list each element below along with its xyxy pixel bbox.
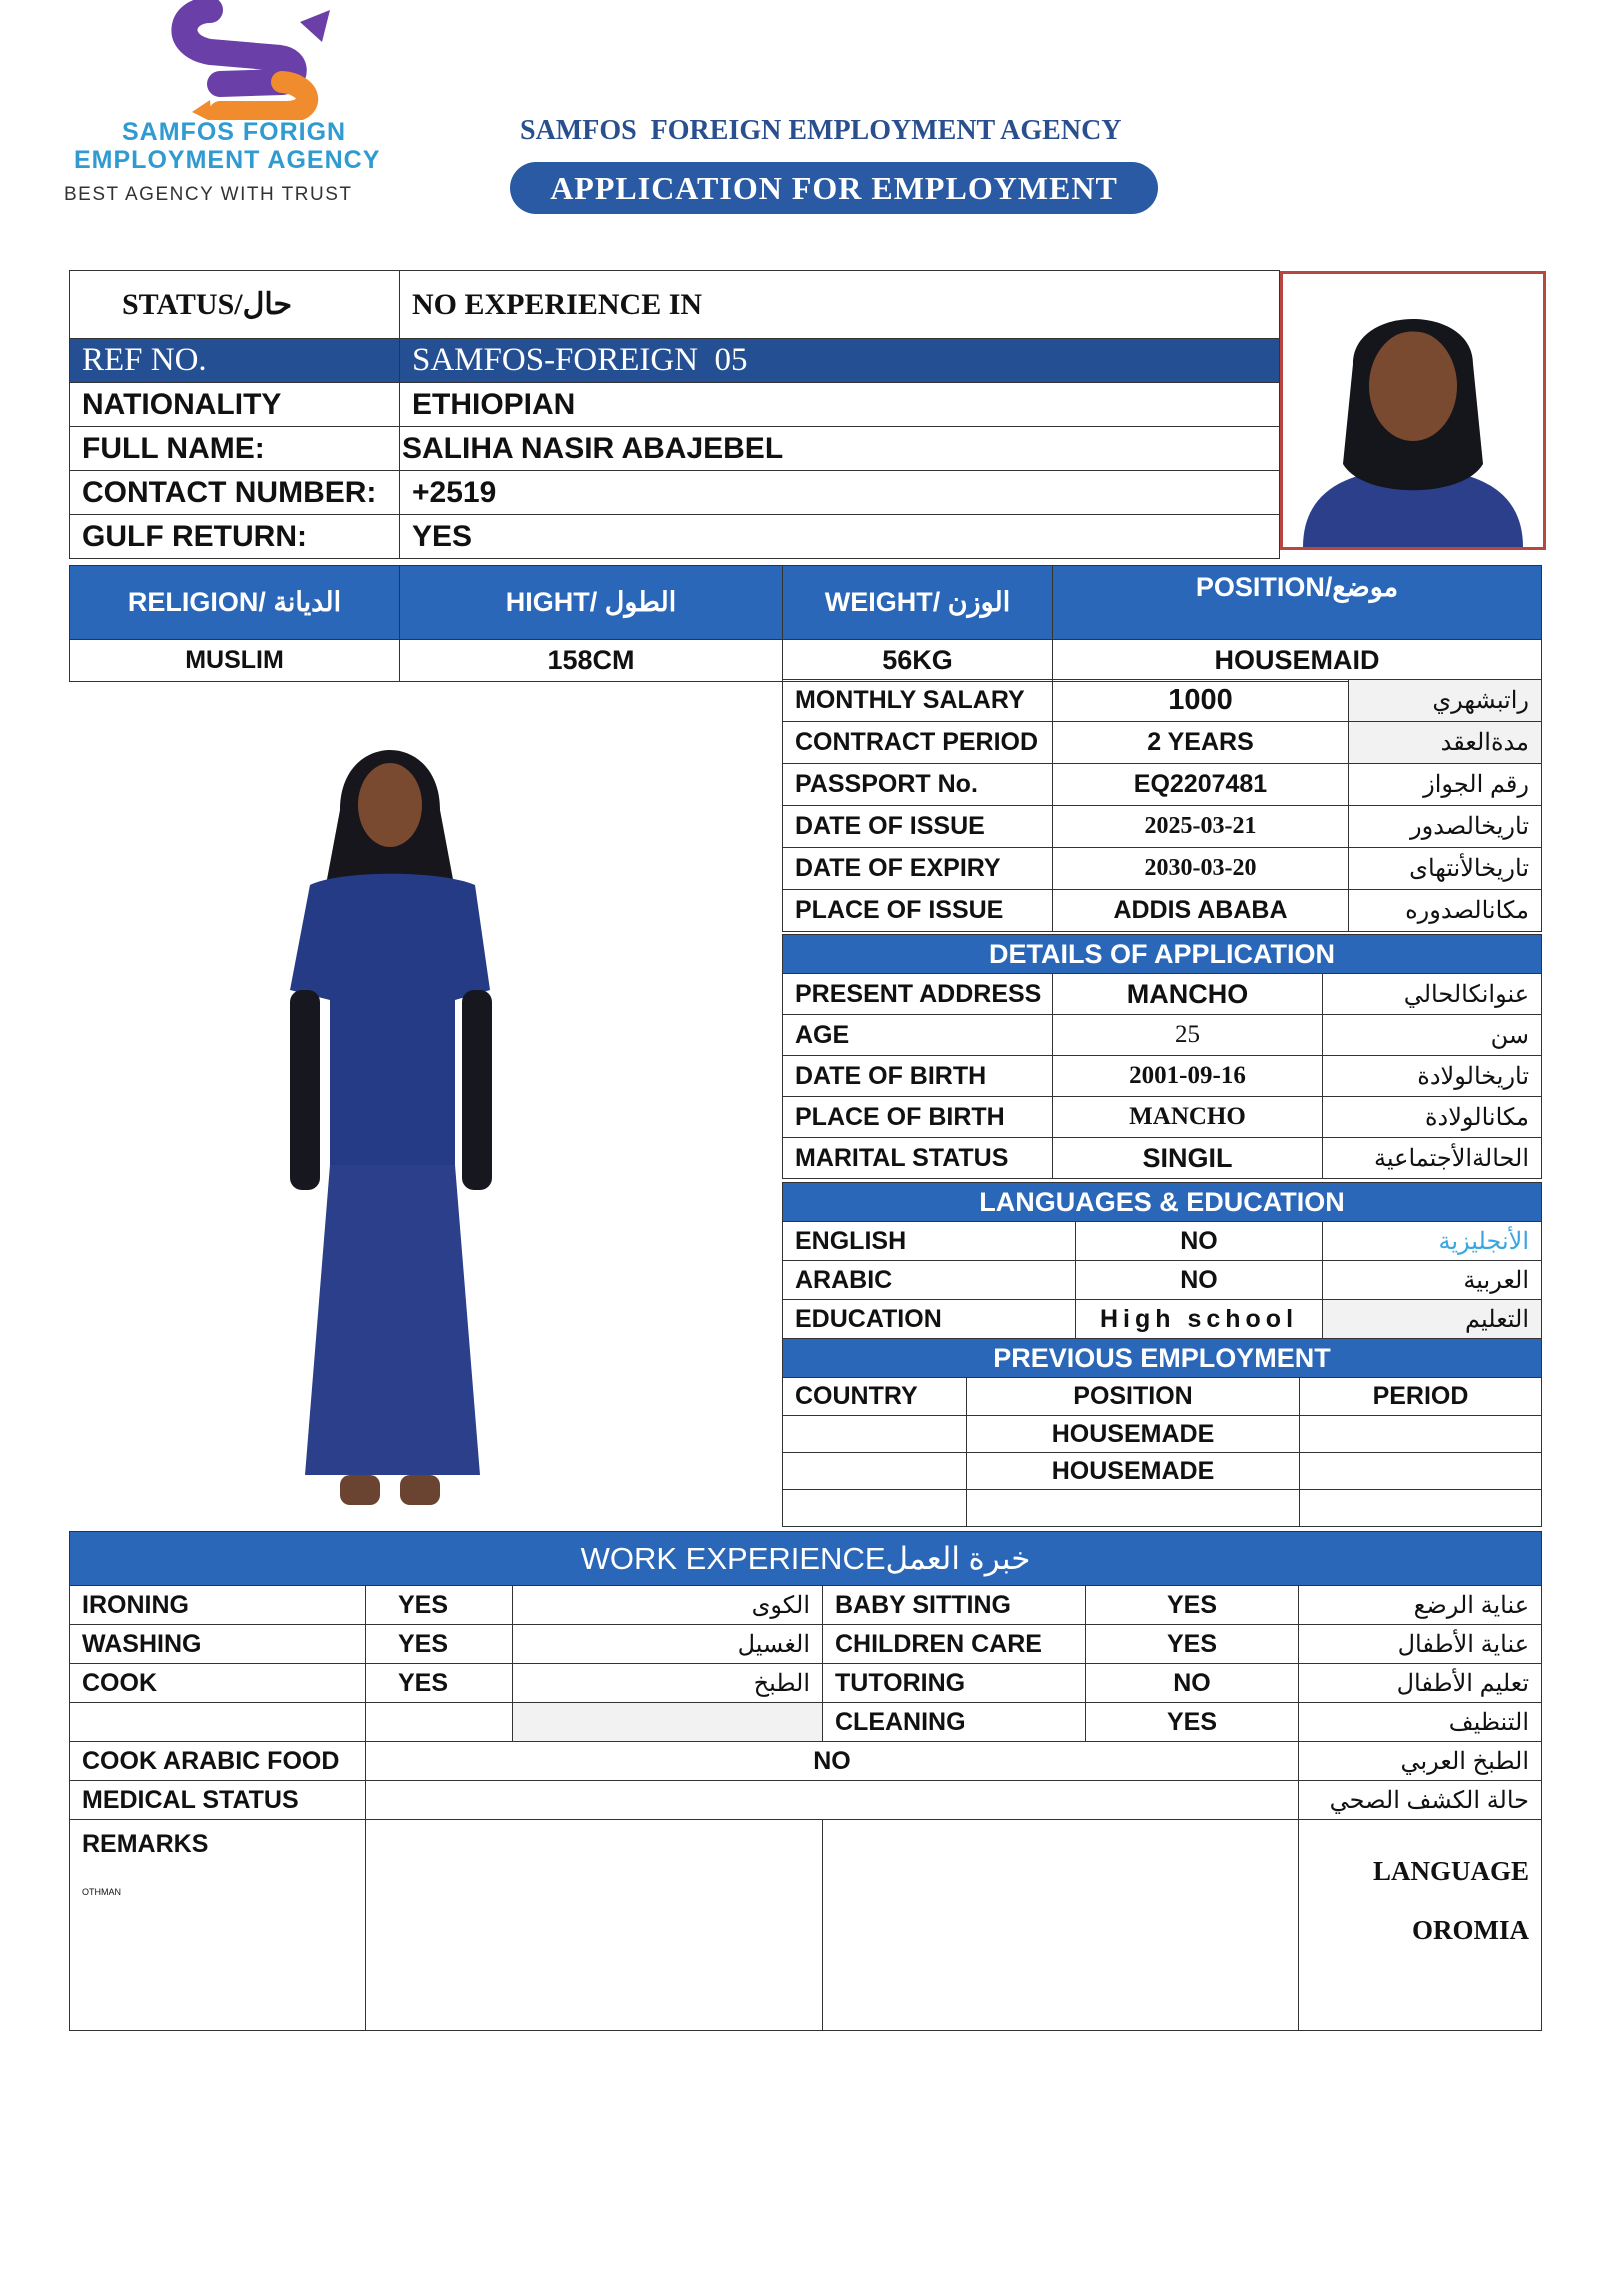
skill-label: TUTORING [823, 1664, 1086, 1703]
details-value: 2001-09-16 [1053, 1056, 1323, 1097]
details-arabic-label: سن [1323, 1015, 1542, 1056]
skill-label: CHILDREN CARE [823, 1625, 1086, 1664]
previous-position: HOUSEMADE [967, 1453, 1300, 1490]
previous-period [1300, 1490, 1542, 1527]
language-row [783, 1300, 1542, 1339]
contract-label: DATE OF ISSUE [783, 806, 1053, 848]
remarks-box-2 [823, 1820, 1299, 2031]
previous-employment-row [783, 1453, 1542, 1490]
application-title: APPLICATION FOR EMPLOYMENT [550, 170, 1118, 206]
previous-country [783, 1453, 967, 1490]
contract-label: PASSPORT No. [783, 764, 1053, 806]
contract-row [783, 764, 1542, 806]
language-row [783, 1261, 1542, 1300]
height-header: HIGHT/ الطول [400, 566, 783, 640]
religion-value: MUSLIM [70, 640, 400, 682]
contract-value: 2030-03-20 [1053, 848, 1349, 890]
details-row [783, 974, 1542, 1015]
ref-value: SAMFOS-FOREIGN 05 [400, 339, 1280, 383]
contract-value: 2025-03-21 [1053, 806, 1349, 848]
logo-tagline: BEST AGENCY WITH TRUST [64, 184, 353, 205]
applicant-portrait-photo [1280, 271, 1546, 550]
logo-line2: EMPLOYMENT AGENCY [74, 146, 381, 174]
personal-info-table [69, 270, 1280, 559]
contract-arabic-label: مكانالصدوره [1349, 890, 1542, 932]
details-table [782, 934, 1542, 1179]
ref-label: REF NO. [70, 339, 400, 383]
contract-label: DATE OF EXPIRY [783, 848, 1053, 890]
contract-label: MONTHLY SALARY [783, 680, 1053, 722]
remarks-box-1 [366, 1820, 823, 2031]
skill-value: YES [1086, 1625, 1299, 1664]
details-label: PRESENT ADDRESS [783, 974, 1053, 1015]
gulf-return-value: YES [400, 515, 1280, 559]
skill-arabic-label: الطبخ [513, 1664, 823, 1703]
arabic-food-label: COOK ARABIC FOOD [70, 1742, 366, 1781]
details-arabic-label: مكانالولادة [1323, 1097, 1542, 1138]
position-header: POSITION/موضع [1053, 566, 1542, 640]
previous-position: HOUSEMADE [967, 1416, 1300, 1453]
details-value: SINGIL [1053, 1138, 1323, 1179]
language-value: High school [1076, 1300, 1323, 1339]
contract-value: 1000 [1053, 680, 1349, 722]
remarks-cell [70, 1820, 366, 2031]
details-value: MANCHO [1053, 974, 1323, 1015]
details-row [783, 1097, 1542, 1138]
language-value: OROMIA [1412, 1915, 1530, 1945]
contract-value: EQ2207481 [1053, 764, 1349, 806]
previous-position-header: POSITION [967, 1378, 1300, 1416]
contract-arabic-label: راتبشهري [1349, 680, 1542, 722]
skill-label [70, 1703, 366, 1742]
language-arabic-label: التعليم [1323, 1300, 1542, 1339]
applicant-full-body-photo [250, 720, 540, 1520]
contract-row [783, 680, 1542, 722]
arabic-food-value: NO [366, 1742, 1299, 1781]
contract-row [783, 890, 1542, 932]
details-label: AGE [783, 1015, 1053, 1056]
previous-country-header: COUNTRY [783, 1378, 967, 1416]
attributes-table [69, 565, 1542, 682]
contact-label: CONTACT NUMBER: [70, 471, 400, 515]
status-value: NO EXPERIENCE IN [400, 271, 1280, 339]
details-value: 25 [1053, 1015, 1323, 1056]
previous-period-header: PERIOD [1300, 1378, 1542, 1416]
medical-status-value [366, 1781, 1299, 1820]
details-row [783, 1138, 1542, 1179]
language-arabic-label: الأنجليزية [1323, 1222, 1542, 1261]
contract-label: CONTRACT PERIOD [783, 722, 1053, 764]
skill-arabic-label: عناية الرضع [1299, 1586, 1542, 1625]
language-label: EDUCATION [783, 1300, 1076, 1339]
previous-period [1300, 1453, 1542, 1490]
remarks-note: OTHMAN [82, 1887, 121, 1897]
skill-label: COOK [70, 1664, 366, 1703]
skill-value: YES [366, 1586, 513, 1625]
language-arabic-label: العربية [1323, 1261, 1542, 1300]
work-skill-row [70, 1703, 1542, 1742]
previous-country [783, 1416, 967, 1453]
weight-value: 56KG [783, 640, 1053, 682]
skill-arabic-label: الكوى [513, 1586, 823, 1625]
details-arabic-label: الحالةالأجتماعية [1323, 1138, 1542, 1179]
gulf-return-label: GULF RETURN: [70, 515, 400, 559]
fullname-label: FULL NAME: [70, 427, 400, 471]
contract-value: ADDIS ABABA [1053, 890, 1349, 932]
remarks-label: REMARKS [82, 1830, 209, 1858]
contact-value: +2519 [400, 471, 1280, 515]
language-note-cell [1299, 1820, 1542, 2031]
skill-label: CLEANING [823, 1703, 1086, 1742]
details-label: PLACE OF BIRTH [783, 1097, 1053, 1138]
previous-country [783, 1490, 967, 1527]
contract-value: 2 YEARS [1053, 722, 1349, 764]
agency-name: SAMFOS FOREIGN EMPLOYMENT AGENCY [520, 115, 1122, 146]
details-value: MANCHO [1053, 1097, 1323, 1138]
nationality-label: NATIONALITY [70, 383, 400, 427]
skill-value: YES [1086, 1703, 1299, 1742]
details-section-title: DETAILS OF APPLICATION [783, 935, 1542, 974]
nationality-value: ETHIOPIAN [400, 383, 1280, 427]
previous-section-title: PREVIOUS EMPLOYMENT [783, 1339, 1542, 1378]
skill-label: WASHING [70, 1625, 366, 1664]
skill-label: IRONING [70, 1586, 366, 1625]
contract-table [782, 679, 1542, 932]
skill-value: YES [366, 1664, 513, 1703]
application-title-banner [510, 162, 1158, 214]
work-experience-table [69, 1531, 1542, 2031]
details-arabic-label: عنوانكالحالي [1323, 974, 1542, 1015]
languages-section-title: LANGUAGES & EDUCATION [783, 1183, 1542, 1222]
language-value: NO [1076, 1261, 1323, 1300]
skill-value: YES [366, 1625, 513, 1664]
work-skill-row [70, 1664, 1542, 1703]
details-row [783, 1056, 1542, 1097]
logo-line1: SAMFOS FORIGN [122, 118, 347, 146]
contract-arabic-label: تاريخالأنتهاى [1349, 848, 1542, 890]
previous-employment-row [783, 1416, 1542, 1453]
language-label: LANGUAGE [1373, 1856, 1530, 1886]
language-label: ARABIC [783, 1261, 1076, 1300]
status-label: STATUS/حال [70, 271, 400, 339]
language-row [783, 1222, 1542, 1261]
medical-status-ar: حالة الكشف الصحي [1299, 1781, 1542, 1820]
previous-employment-row [783, 1490, 1542, 1527]
weight-header: WEIGHT/ الوزن [783, 566, 1053, 640]
fullname-value: SALIHA NASIR ABAJEBEL [400, 427, 1280, 471]
skill-value [366, 1703, 513, 1742]
contract-row [783, 848, 1542, 890]
work-skill-row [70, 1625, 1542, 1664]
details-label: MARITAL STATUS [783, 1138, 1053, 1179]
work-section-title: WORK EXPERIENCEخبرة العمل [70, 1532, 1542, 1586]
details-arabic-label: تاريخالولادة [1323, 1056, 1542, 1097]
contract-row [783, 722, 1542, 764]
contract-arabic-label: مدةالعقد [1349, 722, 1542, 764]
skill-arabic-label [513, 1703, 823, 1742]
skill-arabic-label: التنظيف [1299, 1703, 1542, 1742]
previous-position [967, 1490, 1300, 1527]
medical-status-label: MEDICAL STATUS [70, 1781, 366, 1820]
skill-arabic-label: الغسيل [513, 1625, 823, 1664]
details-row [783, 1015, 1542, 1056]
height-value: 158CM [400, 640, 783, 682]
skill-label: BABY SITTING [823, 1586, 1086, 1625]
skill-value: YES [1086, 1586, 1299, 1625]
language-value: NO [1076, 1222, 1323, 1261]
contract-row [783, 806, 1542, 848]
contract-label: PLACE OF ISSUE [783, 890, 1053, 932]
skill-value: NO [1086, 1664, 1299, 1703]
skill-arabic-label: عناية الأطفال [1299, 1625, 1542, 1664]
details-label: DATE OF BIRTH [783, 1056, 1053, 1097]
previous-period [1300, 1416, 1542, 1453]
skill-arabic-label: تعليم الأطفال [1299, 1664, 1542, 1703]
position-value: HOUSEMAID [1053, 640, 1542, 682]
language-label: ENGLISH [783, 1222, 1076, 1261]
previous-employment-table [782, 1338, 1542, 1527]
arabic-food-ar: الطبخ العربي [1299, 1742, 1542, 1781]
contract-arabic-label: تاريخالصدور [1349, 806, 1542, 848]
religion-header: RELIGION/ الديانة [70, 566, 400, 640]
work-skill-row [70, 1586, 1542, 1625]
languages-table [782, 1182, 1542, 1339]
samfos-s-logo-icon [60, 0, 445, 120]
contract-arabic-label: رقم الجواز [1349, 764, 1542, 806]
agency-logo [60, 0, 445, 215]
